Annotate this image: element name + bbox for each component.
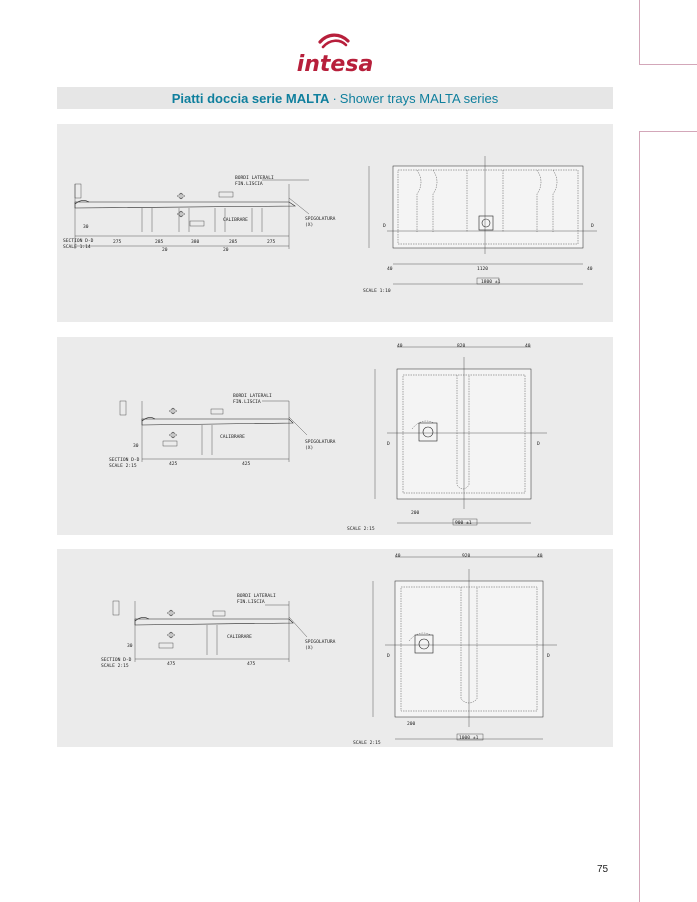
svg-text:40: 40 bbox=[395, 554, 401, 559]
svg-text:BORDI LATERALI: BORDI LATERALI bbox=[235, 176, 274, 181]
svg-text:475: 475 bbox=[247, 662, 256, 667]
page-title bbox=[172, 91, 499, 106]
title-bold: Piatti doccia serie MALTA bbox=[171, 90, 330, 106]
svg-text:SPIGOLATURA: SPIGOLATURA bbox=[305, 440, 336, 445]
svg-text:285: 285 bbox=[155, 240, 164, 245]
svg-text:SCALE 2:15: SCALE 2:15 bbox=[347, 527, 375, 532]
svg-text:(X): (X) bbox=[305, 646, 314, 651]
title-regular: Shower trays MALTA series bbox=[339, 90, 499, 106]
svg-text:30: 30 bbox=[83, 225, 89, 230]
svg-text:SCALE 2:15: SCALE 2:15 bbox=[353, 741, 381, 746]
svg-text:30: 30 bbox=[127, 644, 133, 649]
technical-drawing-2 bbox=[57, 337, 613, 535]
svg-text:D: D bbox=[591, 224, 594, 229]
svg-text:275: 275 bbox=[113, 240, 122, 245]
svg-text:SECTION D-D: SECTION D-D bbox=[109, 458, 140, 463]
technical-drawing-1 bbox=[57, 124, 613, 322]
svg-text:30: 30 bbox=[133, 444, 139, 449]
svg-text:(X): (X) bbox=[305, 223, 314, 228]
svg-text:1120: 1120 bbox=[477, 267, 489, 272]
svg-text:FIN.LISCIA: FIN.LISCIA bbox=[233, 400, 261, 405]
svg-text:40: 40 bbox=[587, 267, 593, 272]
svg-text:40: 40 bbox=[537, 554, 543, 559]
svg-text:(X): (X) bbox=[305, 446, 314, 451]
svg-text:SECTION D-D: SECTION D-D bbox=[101, 658, 132, 663]
svg-text:425: 425 bbox=[242, 462, 251, 467]
svg-text:1800 ±1: 1800 ±1 bbox=[481, 280, 501, 285]
svg-text:SPIGOLATURA: SPIGOLATURA bbox=[305, 640, 336, 645]
technical-drawing-3 bbox=[57, 549, 613, 747]
svg-text:BORDI LATERALI: BORDI LATERALI bbox=[237, 594, 276, 599]
svg-text:CALIBRARE: CALIBRARE bbox=[227, 635, 252, 640]
svg-text:200: 200 bbox=[407, 722, 416, 727]
svg-text:20: 20 bbox=[162, 248, 168, 253]
svg-text:SCALE 2:15: SCALE 2:15 bbox=[109, 464, 137, 469]
svg-text:CALIBRARE: CALIBRARE bbox=[220, 435, 245, 440]
svg-text:275: 275 bbox=[267, 240, 276, 245]
drawing-panel-3 bbox=[57, 549, 613, 747]
page-tab-marker bbox=[639, 64, 697, 132]
section-header bbox=[57, 87, 613, 109]
svg-text:D: D bbox=[387, 442, 390, 447]
svg-text:D: D bbox=[383, 224, 386, 229]
svg-text:BORDI LATERALI: BORDI LATERALI bbox=[233, 394, 272, 399]
section-view-1 bbox=[63, 175, 336, 253]
svg-text:475: 475 bbox=[167, 662, 176, 667]
brand-logo bbox=[290, 30, 380, 80]
svg-text:SPIGOLATURA: SPIGOLATURA bbox=[305, 217, 336, 222]
page-number: 75 bbox=[597, 864, 609, 875]
svg-text:20: 20 bbox=[223, 248, 229, 253]
svg-text:SCALE 2:15: SCALE 2:15 bbox=[101, 664, 129, 669]
svg-text:1000 ±1: 1000 ±1 bbox=[459, 736, 479, 741]
svg-text:200: 200 bbox=[411, 511, 420, 516]
svg-text:40: 40 bbox=[525, 344, 531, 349]
svg-text:D: D bbox=[547, 654, 550, 659]
svg-text:285: 285 bbox=[229, 240, 238, 245]
svg-text:920: 920 bbox=[462, 554, 471, 559]
svg-text:CALIBRARE: CALIBRARE bbox=[223, 218, 248, 223]
section-view-2 bbox=[109, 393, 336, 469]
svg-text:380: 380 bbox=[191, 240, 200, 245]
svg-text:FIN.LISCIA: FIN.LISCIA bbox=[235, 182, 263, 187]
svg-text:D: D bbox=[387, 654, 390, 659]
svg-text:SCALE 1:14: SCALE 1:14 bbox=[63, 245, 91, 250]
svg-text:40: 40 bbox=[397, 344, 403, 349]
page-edge-line bbox=[639, 0, 640, 902]
svg-text:SECTION D-D: SECTION D-D bbox=[63, 239, 94, 244]
plan-view-2 bbox=[347, 343, 547, 532]
section-view-3 bbox=[101, 593, 336, 669]
title-separator: · bbox=[332, 90, 337, 106]
svg-text:900 ±1: 900 ±1 bbox=[455, 521, 472, 526]
svg-text:SCALE 1:10: SCALE 1:10 bbox=[363, 289, 391, 294]
svg-text:820: 820 bbox=[457, 344, 466, 349]
plan-view-1 bbox=[363, 156, 597, 294]
svg-text:FIN.LISCIA: FIN.LISCIA bbox=[237, 600, 265, 605]
brand-name: intesa bbox=[296, 52, 374, 77]
svg-text:425: 425 bbox=[169, 462, 178, 467]
drawing-panel-1 bbox=[57, 124, 613, 322]
svg-text:40: 40 bbox=[387, 267, 393, 272]
plan-view-3 bbox=[353, 553, 557, 746]
drawing-panel-2 bbox=[57, 337, 613, 535]
svg-text:D: D bbox=[537, 442, 540, 447]
